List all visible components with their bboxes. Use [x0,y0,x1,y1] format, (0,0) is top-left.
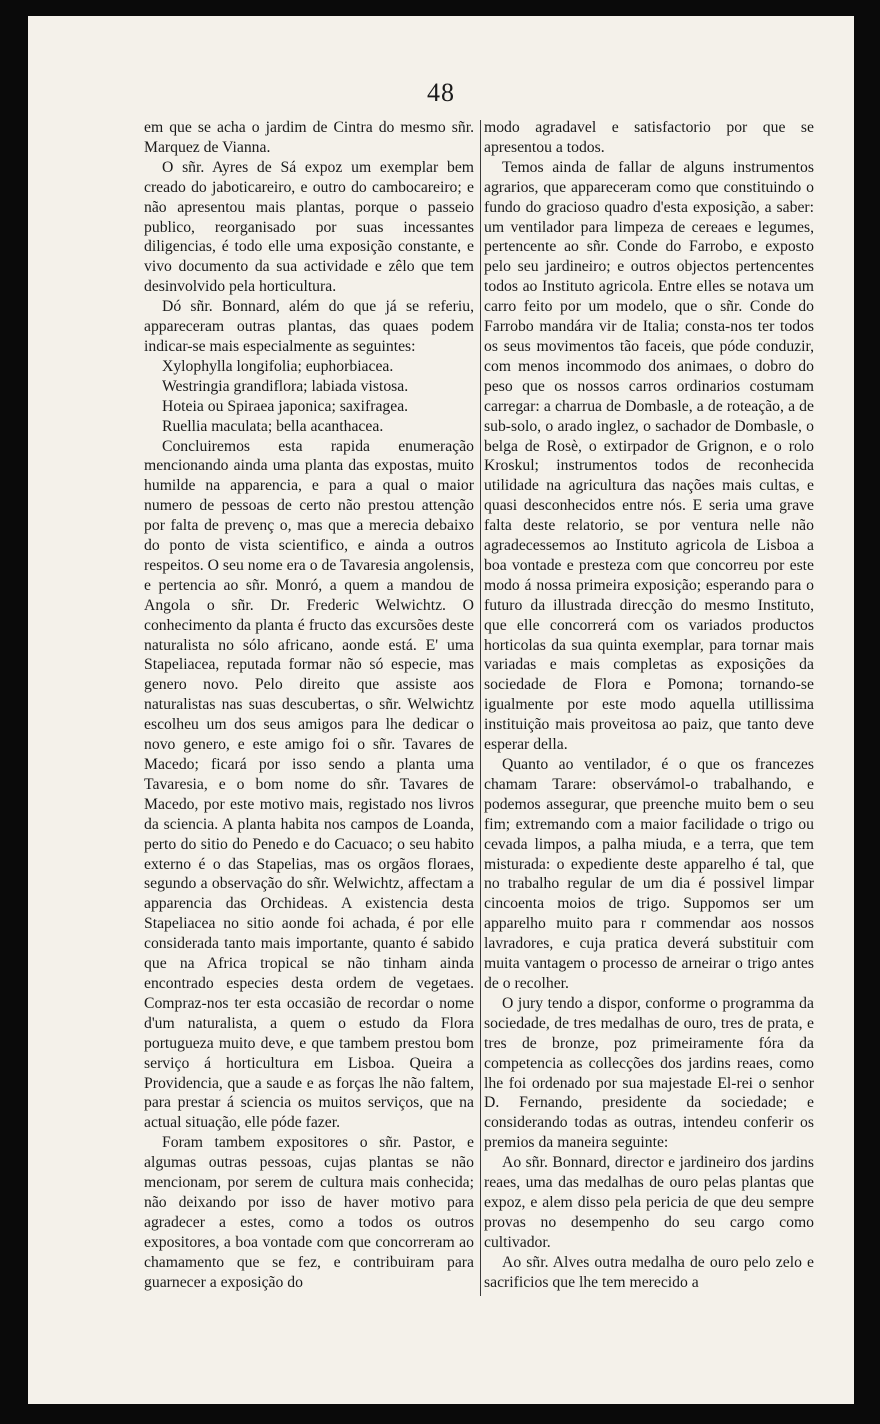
right-column [484,118,814,1292]
paragraph: Dó sñr. Bonnard, além do que já se referiu, appareceram outras plantas, das quaes podem indicar-se mais especialmente as seguintes: [144,298,474,355]
page-sheet [28,16,854,1404]
column-divider [480,120,481,1296]
plant-list-item: Westringia grandiflora; labiada vistosa. [162,377,409,395]
paragraph: em que se acha o jardim de Cintra do mesmo sñr. Marquez de Vianna. [144,119,474,156]
paragraph: modo agradavel e satisfactorio por que se apresentou a todos. [484,119,814,156]
paragraph: Ao sñr. Alves outra medalha de ouro pelo zelo e sacrificios que lhe tem merecido a [484,1253,814,1291]
plant-list-item: Hoteia ou Spiraea japonica; saxifragea. [162,397,409,415]
plant-list-item: Xylophylla longifolia; euphorbiacea. [162,357,394,375]
paragraph: O sñr. Ayres de Sá expoz um exemplar bem creado do jaboticareiro, e outro do cambocareiro; e não apresentou mais plantas, porque o passeio publico, reorganisado por suas incessantes diligencias, é todo elle uma exposição constante, e vivo documento da sua actividade e zêlo que tem desinvolvido pela horticultura. [144,158,474,296]
paragraph: Quanto ao ventilador, é o que os francezes chamam Tarare: observámol-o trabalhando, e podemos assegurar, que preenche muito bem o seu fim; extremando com a maior facilidade o trigo ou cevada limpos, a palha miuda, e a terra, que tem misturada: o expediente deste apparelho é tal, que no trabalho regular de um dia é possivel limpar cincoenta moios de trigo. Suppomos ser um apparelho muito para r commendar aos nossos lavradores, e cuja pratica deverá substituir com muita vantagem o processo de arneirar o trigo antes de o recolher. [484,756,814,992]
left-column [144,118,474,1292]
plant-list-item: Ruellia maculata; bella acanthacea. [162,417,384,435]
paragraph: Concluiremos esta rapida enumeração mencionando ainda uma planta das expostas, muito humilde na apparencia, e para a qual o maior numero de pessoas de certo não prestou attenção por falta de prevenç o, mas que a merecia debaixo do ponto de vista scientifico, e ainda a outros respeitos. O seu nome era o de Tavaresia angolensis, e pertencia ao sñr. Monró, a quem a mandou de Angola o sñr. Dr. Frederic Welwichtz. O conhecimento da planta é fructo das excursões deste naturalista no sólo africano, aonde está. E' uma Stapeliacea, reputada formar não só especie, mas genero novo. Pelo direito que assiste aos naturalistas nas suas descubertas, o sñr. Welwichtz escolheu um dos seus amigos para lhe dedicar o novo genero, e este amigo foi o sñr. Tavares de Macedo; ficará por isso sendo a planta uma Tavaresia, e o bom nome do sñr. Tavares de Macedo, por este motivo mais, registado nos livros da sciencia. A planta habita nos campos de Loanda, perto do sitio do Penedo e do Cacuaco; o seu habito externo é o das Stapelias, mas os orgãos floraes, segundo a observação do sñr. Welwichtz, affectam a apparencia das Orchideas. A existencia desta Stapeliacea no sitio aonde foi achada, é por elle considerada tanto mais importante, quanto é sabido que na Africa tropical se não tinham ainda encontrado especies desta ordem de vegetaes. Compraz-nos ter esta occasião de recordar o nome d'um naturalista, a quem o estudo da Flora portugueza muito deve, e que tambem prestou bom serviço á horticultura em Lisboa. Queira a Providencia, que a saude e as forças lhe não faltem, para prestar á sciencia os muitos serviços, que na actual situação, elle póde fazer. [144,437,474,1132]
page-number: 48 [427,78,455,107]
paragraph: Temos ainda de fallar de alguns instrumentos agrarios, que appareceram como que constituindo o fundo do gracioso quadro d'esta exposição, a saber: um ventilador para limpeza de cereaes e legumes, pertencente ao sñr. Conde do Farrobo, e exposto pelo seu jardineiro; e outros objectos pertencentes todos ao Instituto agricola. Entre elles se notava um carro feito por um modelo, que o sñr. Conde do Farrobo mandára vir de Italia; consta-nos ter todos os seus movimentos tão faceis, que póde conduzir, com menos incommodo dos animaes, o dobro do peso que os nossos carros ordinarios costumam carregar: a charrua de Dombasle, a de roteação, a de sub-solo, o arado inglez, o sachador de Dombasle, o belga de Rosè, o extirpador de Grignon, e o rolo Kroskul; instrumentos todos de reconhecida utilidade na agricultura das nações mais cultas, e quasi desconhecidos entre nós. E seria uma grave falta deste relatorio, se por ventura nelle não agradecessemos ao Instituto agricola de Lisboa a boa vontade e presteza com que concorreu por este modo á nossa primeira exposição; esperando para o futuro da illustrada direcção do mesmo Instituto, que elle concorrerá com os variados productos horticolas da sua quinta exemplar, para tornar mais variadas e mais completas as exposições da sociedade de Flora e Pomona; tornando-se igualmente por este modo aquella utillissima instituição mais proveitosa ao paiz, que tanto deve esperar della. [484,158,814,754]
paragraph: Ao sñr. Bonnard, director e jardineiro dos jardins reaes, uma das medalhas de ouro pelas plantas que expoz, e alem disso pela pericia de que deu sempre provas no desempenho do seu cargo como cultivador. [484,1154,814,1251]
paragraph: Foram tambem expositores o sñr. Pastor, e algumas outras pessoas, cujas plantas se não mencionam, por serem de cultura mais conhecida; não deixando por isso de haver motivo para agradecer a estes, como a todos os outros expositores, a boa vontade com que concorreram ao chamamento que se fez, e contribuiram para guarnecer a exposição do [144,1134,474,1291]
paragraph: O jury tendo a dispor, conforme o programma da sociedade, de tres medalhas de ouro, tres de prata, e tres de bronze, poz primeiramente fóra da competencia as collecções dos jardins reaes, como lhe foi ordenado por sua majestade El-rei o senhor D. Fernando, presidente da sociedade; e considerando todas as outras, intendeu conferir os premios da maneira seguinte: [484,994,814,1152]
